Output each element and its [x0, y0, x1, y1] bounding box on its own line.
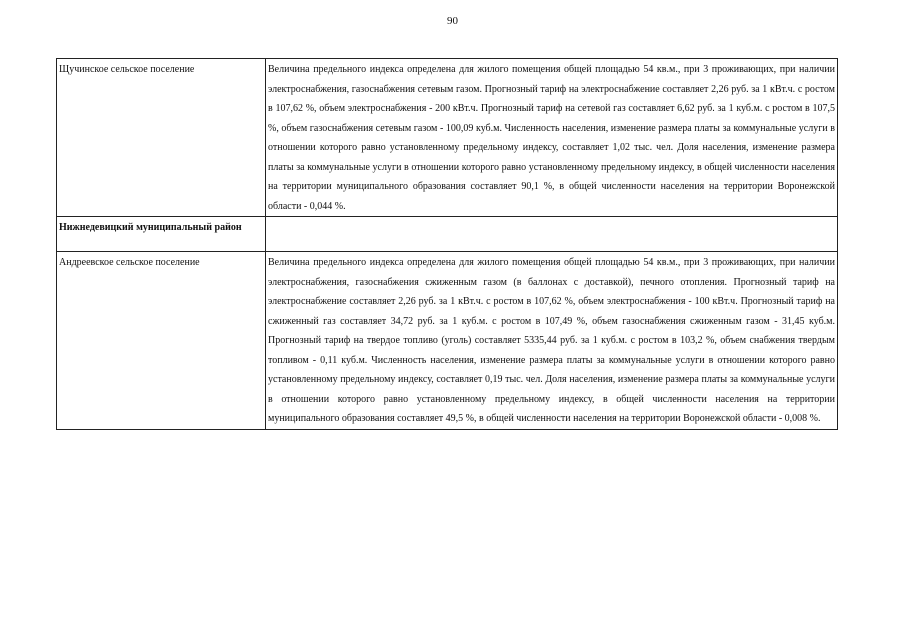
tariff-table — [56, 58, 838, 430]
settlement-name: Андреевское сельское поселение — [57, 252, 266, 430]
page-number: 90 — [447, 15, 458, 27]
district-name: Нижнедевицкий муниципальный район — [57, 217, 266, 252]
settlement-description: Величина предельного индекса определена для жилого помещения общей площадью 54 кв.м., при 3 проживающих, при наличии электроснабжения, газоснабжения сжиженным газом (в баллонах с доставкой), печного отопления. Прогнозный тариф на электроснабжение составляет 2,26 руб. за 1 кВт.ч. с ростом в 107,62 %, объем электроснабжения - 100 кВт.ч. Прогнозный тариф на сжиженный газ составляет 34,72 руб. за 1 куб.м. с ростом в 107,49 %, объем газоснабжения сжиженным газом - 31,45 куб.м. Прогнозный тариф на твердое топливо (уголь) составляет 5335,44 руб. за 1 куб.м. с ростом в 103,2 %, объем снабжения твердым топливом - 0,11 куб.м. Численность населения, изменение размера платы за коммунальные услуги в отношении которого равно установленному предельному индексу, составляет 0,19 тыс. чел. Доля населения, изменение размера платы за коммунальные услуги в отношении которого равно установленному предельному индексу, в общей численности населения на территории муниципального образования составляет 49,5 %, в общей численности населения на территории Воронежской области - 0,008 %. — [266, 252, 838, 430]
table-row — [57, 59, 838, 217]
district-row — [57, 217, 838, 252]
district-description — [266, 217, 838, 252]
table-row — [57, 252, 838, 430]
settlement-description: Величина предельного индекса определена для жилого помещения общей площадью 54 кв.м., при 3 проживающих, при наличии электроснабжения, газоснабжения сетевым газом. Прогнозный тариф на электроснабжение составляет 2,26 руб. за 1 кВт.ч. с ростом в 107,62 %, объем электроснабжения - 200 кВт.ч. Прогнозный тариф на сетевой газ составляет 6,62 руб. за 1 куб.м. с ростом в 107,5 %, объем газоснабжения сетевым газом - 100,09 куб.м. Численность населения, изменение размера платы за коммунальные услуги в отношении которого равно установленному предельному индексу, составляет 1,02 тыс. чел. Доля населения, изменение размера платы за коммунальные услуги в отношении которого равно установленному предельному индексу, в общей численности населения на территории муниципального образования составляет 90,1 %, в общей численности населения на территории Воронежской области - 0,044 %. — [266, 59, 838, 217]
settlement-name: Щучинское сельское поселение — [57, 59, 266, 217]
